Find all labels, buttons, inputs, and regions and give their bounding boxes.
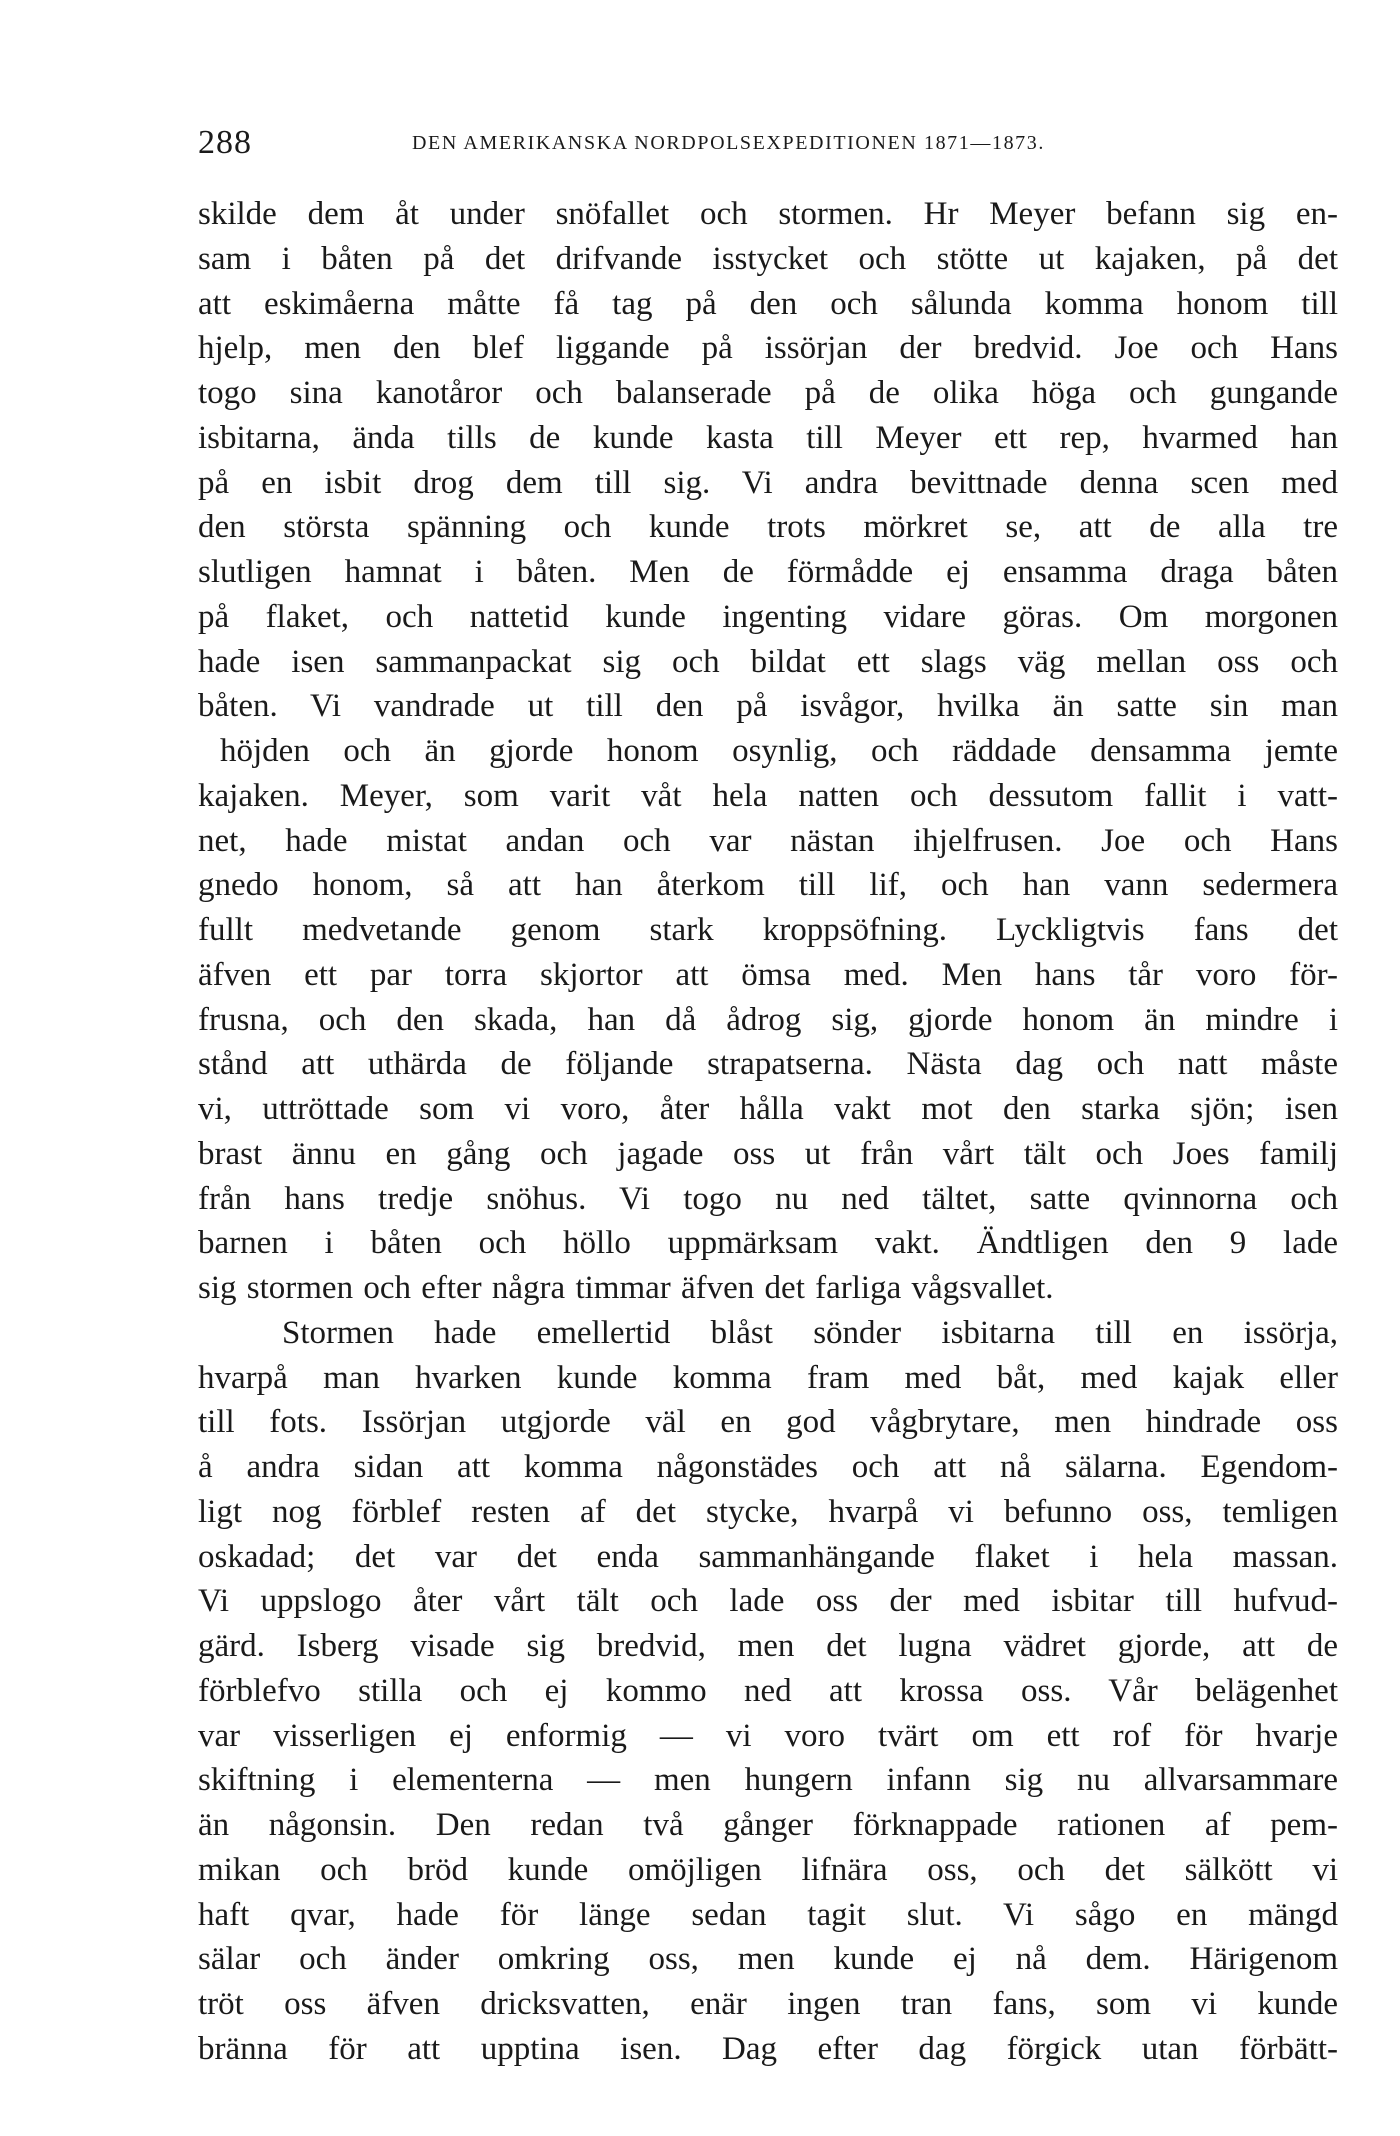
- text-line: bränna för att upptina isen. Dag efter dag förgick utan förbätt-: [198, 2030, 1338, 2067]
- paragraph-first-line: Stormen hade emellertid blåst sönder isbitarna till en issörja,: [282, 1314, 1338, 1351]
- text-line: oskadad; det var det enda sammanhängande flaket i hela massan.: [198, 1538, 1338, 1575]
- text-line: var visserligen ej enformig — vi voro tvärt om ett rof för hvarje: [198, 1717, 1338, 1754]
- text-line: höjden och än gjorde honom osynlig, och räddade densamma jemte: [220, 733, 1338, 769]
- text-line: gärd. Isberg visade sig bredvid, men det lugna vädret gjorde, att de: [198, 1628, 1338, 1664]
- paragraph-last-line: sig stormen och efter några timmar äfven det farliga vågsvallet.: [198, 1270, 1054, 1306]
- text-line: på en isbit drog dem till sig. Vi andra bevittnade denna scen med: [198, 464, 1338, 501]
- text-line: den största spänning och kunde trots mörkret se, att de alla tre: [198, 509, 1338, 546]
- running-title: DEN AMERIKANSKA NORDPOLSEXPEDITIONEN 1871—1873.: [412, 132, 1045, 154]
- text-line: vi, uttröttade som vi voro, åter hålla vakt mot den starka sjön; isen: [198, 1091, 1338, 1127]
- text-line: togo sina kanotåror och balanserade på de olika höga och gungande: [198, 375, 1338, 411]
- text-line: tröt oss äfven dricksvatten, enär ingen tran fans, som vi kunde: [198, 1986, 1338, 2022]
- text-line: isbitarna, ända tills de kunde kasta till Meyer ett rep, hvarmed han: [198, 419, 1338, 456]
- text-line: haft qvar, hade för länge sedan tagit slut. Vi sågo en mängd: [198, 1896, 1338, 1933]
- text-line: båten. Vi vandrade ut till den på isvågor, hvilka än satte sin man: [198, 688, 1338, 725]
- text-line: skilde dem åt under snöfallet och stormen. Hr Meyer befann sig en-: [198, 196, 1338, 232]
- text-line: barnen i båten och höllo uppmärksam vakt. Ändtligen den 9 lade: [198, 1225, 1338, 1262]
- text-line: från hans tredje snöhus. Vi togo nu ned tältet, satte qvinnorna och: [198, 1180, 1338, 1217]
- text-line: hade isen sammanpackat sig och bildat ett slags väg mellan oss och: [198, 643, 1338, 680]
- text-line: på flaket, och nattetid kunde ingenting vidare göras. Om morgonen: [198, 598, 1338, 635]
- text-line: stånd att uthärda de följande strapatserna. Nästa dag och natt måste: [198, 1046, 1338, 1083]
- text-line: att eskimåerna måtte få tag på den och sålunda komma honom till: [198, 285, 1338, 322]
- text-line: skiftning i elementerna — men hungern infann sig nu allvarsammare: [198, 1762, 1338, 1799]
- text-line: net, hade mistat andan och var nästan ihjelfrusen. Joe och Hans: [198, 822, 1338, 859]
- page-number: 288: [198, 124, 252, 161]
- text-line: gnedo honom, så att han återkom till lif, och han vann sedermera: [198, 867, 1338, 904]
- text-line: förblefvo stilla och ej kommo ned att krossa oss. Vår belägenhet: [198, 1672, 1338, 1709]
- text-line: å andra sidan att komma någonstädes och att nå sälarna. Egendom-: [198, 1449, 1338, 1485]
- running-header: [198, 124, 1158, 164]
- text-line: sälar och änder omkring oss, men kunde ej nå dem. Härigenom: [198, 1941, 1338, 1978]
- text-line: hjelp, men den blef liggande på issörjan der bredvid. Joe och Hans: [198, 330, 1338, 367]
- text-line: kajaken. Meyer, som varit våt hela natten och dessutom fallit i vatt-: [198, 777, 1338, 814]
- text-line: Vi uppslogo åter vårt tält och lade oss der med isbitar till hufvud-: [198, 1583, 1338, 1620]
- text-line: sam i båten på det drifvande isstycket och stötte ut kajaken, på det: [198, 240, 1338, 277]
- text-line: brast ännu en gång och jagade oss ut från vårt tält och Joes familj: [198, 1135, 1338, 1172]
- text-line: mikan och bröd kunde omöjligen lifnära oss, och det sälkött vi: [198, 1851, 1338, 1888]
- text-line: slutligen hamnat i båten. Men de förmådde ej ensamma draga båten: [198, 554, 1338, 590]
- text-line: frusna, och den skada, han då ådrog sig, gjorde honom än mindre i: [198, 1001, 1338, 1038]
- text-line: ligt nog förblef resten af det stycke, hvarpå vi befunno oss, temligen: [198, 1493, 1338, 1530]
- text-line: hvarpå man hvarken kunde komma fram med båt, med kajak eller: [198, 1359, 1338, 1396]
- body-text: [198, 192, 1338, 2072]
- text-line: fullt medvetande genom stark kroppsöfning. Lyckligtvis fans det: [198, 912, 1338, 948]
- text-line: än någonsin. Den redan två gånger förknappade rationen af pem-: [198, 1807, 1338, 1843]
- text-line: till fots. Issörjan utgjorde väl en god vågbrytare, men hindrade oss: [198, 1404, 1338, 1441]
- text-line: äfven ett par torra skjortor att ömsa med. Men hans tår voro för-: [198, 956, 1338, 993]
